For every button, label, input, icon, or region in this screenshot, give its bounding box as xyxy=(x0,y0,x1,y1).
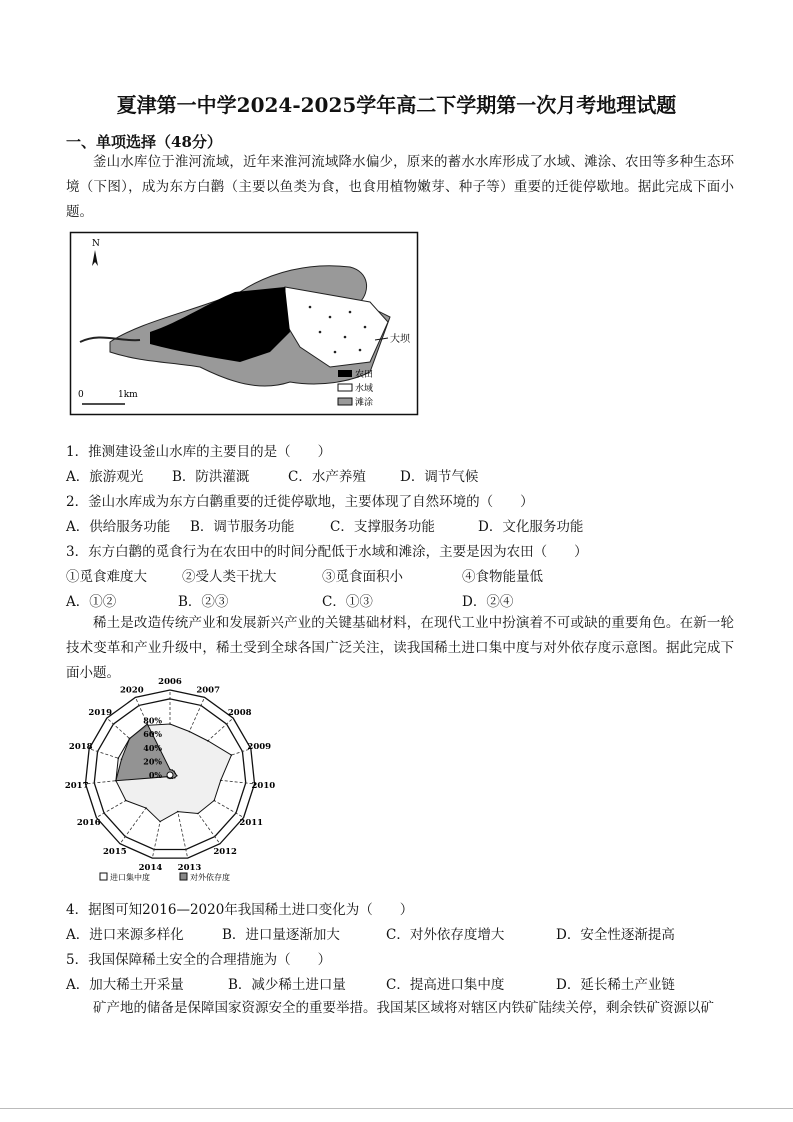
data-point xyxy=(220,780,222,782)
year-label: 2010 xyxy=(251,780,276,791)
year-label: 2012 xyxy=(213,846,237,857)
data-point xyxy=(171,769,173,771)
q5-option-b[interactable]: B．减少稀土进口量 xyxy=(228,977,346,993)
passage-3: 矿产地的储备是保障国家资源安全的重要举措。我国某区域将对辖区内铁矿陆续关停，剩余铁矿资源以矿 xyxy=(93,1000,714,1016)
q4-option-c[interactable]: C．对外依存度增大 xyxy=(386,927,505,943)
q2-option-a[interactable]: A．供给服务功能 xyxy=(66,519,171,535)
question-4: 4．据图可知2016—2020年我国稀土进口变化为（ ） xyxy=(66,902,414,918)
question-5: 5．我国保障稀土安全的合理措施为（ ） xyxy=(66,952,332,968)
question-2: 2．釜山水库成为东方白鹳重要的迁徙停歇地，主要体现了自然环境的（ ） xyxy=(66,494,534,510)
q2-option-c[interactable]: C．支撑服务功能 xyxy=(330,519,435,535)
data-point xyxy=(121,758,123,760)
year-label: 2009 xyxy=(247,742,272,753)
q1-option-d[interactable]: D．调节气候 xyxy=(400,469,479,485)
radial-tick-label: 40% xyxy=(143,742,162,753)
legend-water: 水域 xyxy=(355,384,374,394)
legend-dependency: 对外依存度 xyxy=(190,873,230,882)
q3-item-2: ②受人类干扰大 xyxy=(182,569,277,585)
data-point xyxy=(231,754,233,756)
reservoir-map xyxy=(70,232,418,415)
data-point xyxy=(207,740,209,742)
page-title: 夏津第一中学2024-2025学年高二下学期第一次月考地理试题 xyxy=(116,93,677,117)
radial-tick-label: 20% xyxy=(143,756,162,767)
q5-option-d[interactable]: D．延长稀土产业链 xyxy=(556,977,675,993)
dam-label: 大坝 xyxy=(390,334,410,345)
data-point xyxy=(174,777,176,779)
data-point xyxy=(177,811,179,813)
year-label: 2017 xyxy=(64,780,89,791)
q5-option-c[interactable]: C．提高进口集中度 xyxy=(386,977,505,993)
radial-tick-label: 60% xyxy=(143,729,162,740)
data-point xyxy=(125,800,127,802)
year-label: 2008 xyxy=(227,708,252,719)
q4-option-a[interactable]: A．进口来源多样化 xyxy=(66,927,184,943)
year-label: 2014 xyxy=(138,862,163,873)
year-label: 2016 xyxy=(76,817,101,828)
passage-2: 稀土是改造传统产业和发展新兴产业的关键基础材料，在现代工业中扮演着不可或缺的重要角色。在新一轮技术变革和产业升级中，稀土受到全球各国广泛关注，读我国稀土进口集中度与对外依存度示意图。据此完成下面小题。 xyxy=(66,615,734,681)
legend-farmland: 农田 xyxy=(355,370,374,380)
legend-swatch-dependency xyxy=(180,873,187,880)
q1-option-b[interactable]: B．防洪灌溉 xyxy=(172,469,250,485)
q1-option-a[interactable]: A．旅游观光 xyxy=(66,469,144,485)
year-label: 2019 xyxy=(88,708,113,719)
data-point xyxy=(174,773,176,775)
year-label: 2015 xyxy=(103,846,127,857)
question-3: 3．东方白鹳的觅食行为在农田中的时间分配低于水域和滩涂，主要是因为农田（ ） xyxy=(66,544,588,560)
data-point xyxy=(173,771,175,773)
q3-option-b[interactable]: B．②③ xyxy=(178,594,229,610)
question-1: 1．推测建设釜山水库的主要目的是（ ） xyxy=(66,444,332,460)
q1-option-c[interactable]: C．水产养殖 xyxy=(288,469,366,485)
scale-unit: 1km xyxy=(118,390,138,400)
legend-swatch-concentration xyxy=(100,873,107,880)
data-point xyxy=(159,821,161,823)
q2-option-d[interactable]: D．文化服务功能 xyxy=(478,519,584,535)
year-label: 2006 xyxy=(158,677,182,688)
q3-item-4: ④食物能量低 xyxy=(462,569,543,585)
data-point xyxy=(176,775,178,777)
year-label: 2007 xyxy=(196,685,221,696)
legend-concentration: 进口集中度 xyxy=(110,873,150,882)
data-point xyxy=(145,807,147,809)
q3-item-1: ①觅食难度大 xyxy=(66,569,147,585)
q4-option-b[interactable]: B．进口量逐渐加大 xyxy=(222,927,340,943)
data-point xyxy=(117,757,119,759)
data-point xyxy=(115,780,117,782)
data-point xyxy=(213,800,215,802)
radar-center xyxy=(167,772,173,778)
data-point xyxy=(169,769,171,771)
q2-option-b[interactable]: B．调节服务功能 xyxy=(190,519,295,535)
legend-mudflat: 滩涂 xyxy=(355,398,374,408)
q4-option-d[interactable]: D．安全性逐渐提高 xyxy=(556,927,675,943)
data-point xyxy=(189,731,191,733)
q3-option-a[interactable]: A．①② xyxy=(66,594,117,610)
q3-option-d[interactable]: D．②④ xyxy=(462,594,514,610)
rare-earth-radar-chart xyxy=(64,677,280,885)
radial-tick-label: 80% xyxy=(143,715,162,726)
page-bottom-rule xyxy=(0,1108,793,1109)
radial-tick-label: 0% xyxy=(148,770,162,780)
q5-option-a[interactable]: A．加大稀土开采量 xyxy=(66,977,184,993)
data-point xyxy=(197,813,199,815)
year-label: 2011 xyxy=(239,817,264,828)
year-label: 2013 xyxy=(177,862,202,873)
scale-zero: 0 xyxy=(78,390,84,400)
year-label: 2018 xyxy=(68,742,93,753)
data-point xyxy=(129,738,131,740)
q3-option-c[interactable]: C．①③ xyxy=(322,594,373,610)
data-point xyxy=(169,723,171,725)
year-label: 2020 xyxy=(119,685,144,696)
q3-item-3: ③觅食面积小 xyxy=(322,569,403,585)
section-heading: 一、单项选择（48分） xyxy=(66,133,222,151)
passage-1: 釜山水库位于淮河流域，近年来淮河流域降水偏少，原来的蓄水水库形成了水域、滩涂、农田等多种生态环境（下图），成为东方白鹳（主要以鱼类为食，也食用植物嫩芽、种子等）重要的迁徙停歇地。据此完成下面小题。 xyxy=(66,154,734,220)
north-icon: N xyxy=(92,239,100,249)
